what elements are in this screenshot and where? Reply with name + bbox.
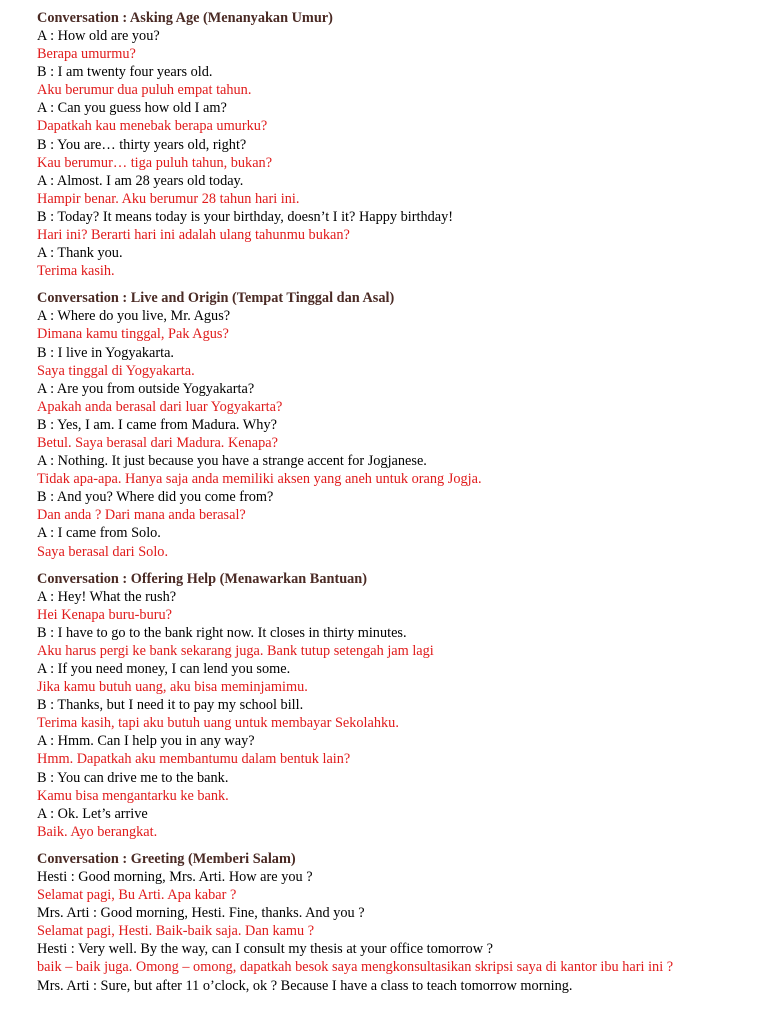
dialogue-line-english: B : Thanks, but I need it to pay my school bill. <box>37 697 304 714</box>
dialogue-line-indonesian: Berapa umurmu? <box>37 46 136 63</box>
dialogue-line-english: B : Yes, I am. I came from Madura. Why? <box>37 416 277 433</box>
dialogue-line-indonesian: Hei Kenapa buru-buru? <box>37 606 172 623</box>
dialogue-line-indonesian: Dapatkah kau menebak berapa umurku? <box>37 118 268 135</box>
dialogue-line-english: Mrs. Arti : Sure, but after 11 o’clock, ok ? Because I have a class to teach tomorrow morning. <box>37 977 573 994</box>
section-heading: Conversation : Offering Help (Menawarkan Bantuan) <box>37 570 368 587</box>
dialogue-line-english: A : Almost. I am 28 years old today. <box>37 172 244 189</box>
dialogue-line-indonesian: Aku harus pergi ke bank sekarang juga. Bank tutup setengah jam lagi <box>37 642 434 659</box>
dialogue-line-indonesian: Dan anda ? Dari mana anda berasal? <box>37 507 246 524</box>
dialogue-line-english: B : You are… thirty years old, right? <box>37 136 247 153</box>
section-greeting <box>37 850 765 995</box>
dialogue-line-english: A : Thank you. <box>37 245 123 262</box>
dialogue-line-english: A : Hmm. Can I help you in any way? <box>37 733 255 750</box>
dialogue-line-english: A : Hey! What the rush? <box>37 588 177 605</box>
dialogue-line-english: B : I live in Yogyakarta. <box>37 344 174 361</box>
section-offering-help <box>37 570 765 841</box>
section-heading: Conversation : Asking Age (Menanyakan Umur) <box>37 10 333 26</box>
dialogue-line-indonesian: Betul. Saya berasal dari Madura. Kenapa? <box>37 434 278 451</box>
section-live-and-origin <box>37 289 765 560</box>
dialogue-line-indonesian: Saya berasal dari Solo. <box>37 543 169 560</box>
section-heading: Conversation : Greeting (Memberi Salam) <box>37 850 296 867</box>
dialogue-line-indonesian: Jika kamu butuh uang, aku bisa meminjamimu. <box>37 679 308 696</box>
document-page <box>37 9 765 1004</box>
dialogue-line-english: A : Nothing. It just because you have a strange accent for Jogjanese. <box>37 453 427 470</box>
dialogue-line-indonesian: Terima kasih. <box>37 263 115 280</box>
dialogue-line-english: A : Ok. Let’s arrive <box>37 805 148 822</box>
dialogue-line-english: A : Are you from outside Yogyakarta? <box>37 380 255 397</box>
dialogue-line-indonesian: Terima kasih, tapi aku butuh uang untuk membayar Sekolahku. <box>37 715 399 732</box>
dialogue-line-english: A : I came from Solo. <box>37 525 161 542</box>
dialogue-line-english: A : If you need money, I can lend you some. <box>37 661 291 677</box>
section-asking-age <box>37 9 765 280</box>
dialogue-line-indonesian: Selamat pagi, Bu Arti. Apa kabar ? <box>37 887 237 904</box>
dialogue-line-indonesian: Dimana kamu tinggal, Pak Agus? <box>37 326 229 343</box>
dialogue-line-english: Hesti : Very well. By the way, can I consult my thesis at your office tomorrow ? <box>37 941 493 958</box>
dialogue-line-indonesian: Tidak apa-apa. Hanya saja anda memiliki aksen yang aneh untuk orang Jogja. <box>37 471 482 488</box>
section-heading: Conversation : Live and Origin (Tempat Tinggal dan Asal) <box>37 290 395 307</box>
dialogue-line-indonesian: Aku berumur dua puluh empat tahun. <box>37 82 252 99</box>
dialogue-line-indonesian: Hmm. Dapatkah aku membantumu dalam bentuk lain? <box>37 751 351 768</box>
dialogue-line-english: Mrs. Arti : Good morning, Hesti. Fine, thanks. And you ? <box>37 905 365 922</box>
dialogue-line-indonesian: Baik. Ayo berangkat. <box>37 823 158 840</box>
dialogue-line-english: B : I have to go to the bank right now. It closes in thirty minutes. <box>37 624 407 641</box>
dialogue-line-english: B : Today? It means today is your birthday, doesn’t I it? Happy birthday! <box>37 208 454 225</box>
dialogue-line-indonesian: Apakah anda berasal dari luar Yogyakarta? <box>37 398 283 415</box>
dialogue-line-indonesian: Kau berumur… tiga puluh tahun, bukan? <box>37 154 273 171</box>
dialogue-line-indonesian: Kamu bisa mengantarku ke bank. <box>37 787 229 804</box>
dialogue-line-english: Hesti : Good morning, Mrs. Arti. How are you ? <box>37 868 313 885</box>
dialogue-line-english: A : Where do you live, Mr. Agus? <box>37 308 231 325</box>
dialogue-line-english: B : You can drive me to the bank. <box>37 769 229 786</box>
dialogue-line-english: B : And you? Where did you come from? <box>37 489 274 506</box>
dialogue-line-english: A : How old are you? <box>37 28 160 44</box>
dialogue-line-indonesian: Selamat pagi, Hesti. Baik-baik saja. Dan kamu ? <box>37 923 315 940</box>
dialogue-line-english: B : I am twenty four years old. <box>37 64 213 81</box>
dialogue-line-indonesian: Hampir benar. Aku berumur 28 tahun hari ini. <box>37 190 300 207</box>
dialogue-line-english: A : Can you guess how old I am? <box>37 100 227 117</box>
dialogue-line-indonesian: Saya tinggal di Yogyakarta. <box>37 362 195 379</box>
dialogue-line-indonesian: baik – baik juga. Omong – omong, dapatkah besok saya mengkonsultasikan skripsi saya di kantor ibu hari ini ? <box>37 959 674 976</box>
dialogue-line-indonesian: Hari ini? Berarti hari ini adalah ulang tahunmu bukan? <box>37 227 350 244</box>
